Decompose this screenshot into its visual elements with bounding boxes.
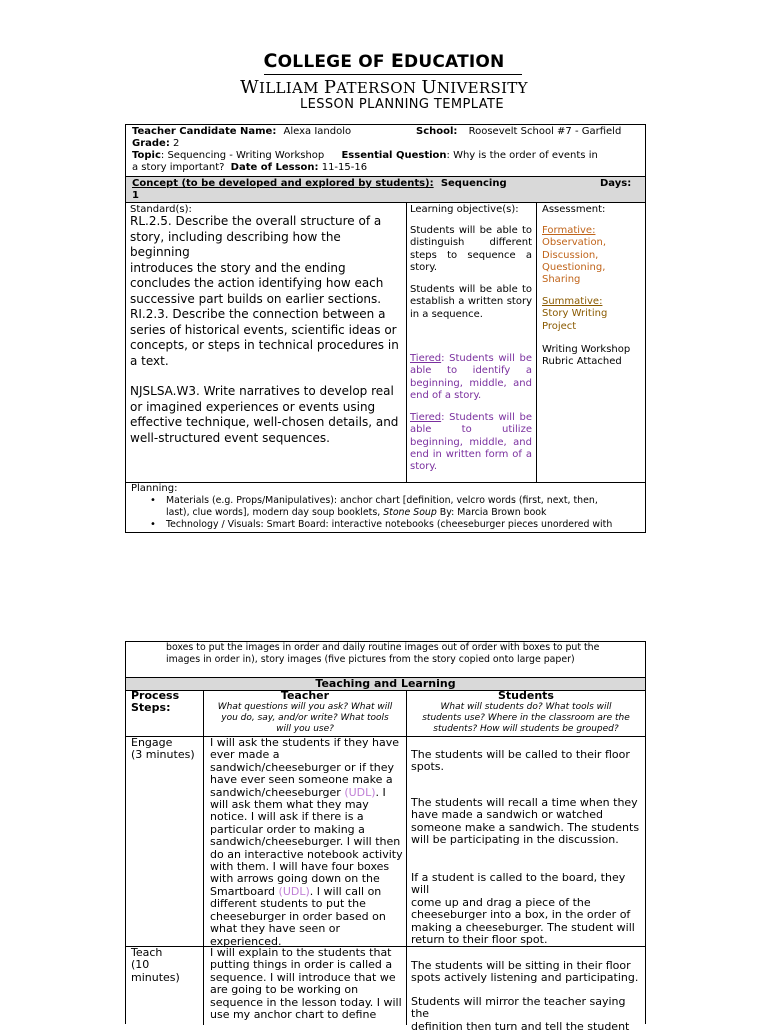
engage-teacher: I will ask the students if they have ever made a sandwich/cheeseburger or if they have ever seen someone make a sandwich/cheeseburger (UDL). I will ask them what they may notice. I will ask if there is a particular order to making a sandwich/cheeseburger. I will then do an interactive notebook activity with them. I will have four boxes with arrows going down on the Smartboard (UDL). I will call on different students to put the cheeseburger in order based on what they have seen or experienced.	[210, 736, 403, 948]
engage-students-3: If a student is called to the board, they will come up and drag a piece of the cheeseburger into a box, in the order of making a cheeseburger. The student will return to their floor spot.	[411, 871, 635, 947]
teaching-learning-title: Teaching and Learning	[126, 678, 645, 691]
planning-continued: boxes to put the images in order and daily routine images out of order with boxes to put the images in order in), story images (five pictures from the story copied onto large paper)	[126, 642, 645, 678]
lesson-info-table	[125, 124, 646, 533]
school-line: School: Roosevelt School #7 - Garfield	[416, 126, 622, 137]
standards-cell: Standard(s): RL.2.5. Describe the overall structure of a story, including describing how the beginning introduces the story and the ending concludes the action identifying how each successive part builds on earlier sections. RI.2.3. Describe the connection between a series of historical events, scientific ideas or concepts, or steps in technical procedures in a text. NJSLSA.W3. Write narratives to develop real or imagined experiences or events using effective technique, well-chosen details, and well-structured event sequences.	[126, 203, 407, 482]
engage-students-2: The students will recall a time when they have made a sandwich or watched someone make a sandwich. The students will be participating in the discussion.	[411, 796, 640, 847]
standard-ri-2-3: RI.2.3. Describe the connection between a series of historical events, scientific ideas or concepts, or steps in technical procedures in a text.	[130, 307, 399, 368]
template-title: LESSON PLANNING TEMPLATE	[300, 97, 504, 112]
engage-students-1: The students will be called to their floor spots.	[411, 748, 630, 774]
process-steps-header: Process Steps:	[131, 689, 180, 715]
rubric-note: Writing Workshop Rubric Attached	[542, 344, 631, 368]
teach-students-2: Students will mirror the teacher saying the definition then turn and tell the student	[411, 995, 630, 1033]
university-name: WILLIAM PATERSON UNIVERSITY	[240, 77, 528, 98]
teach-students-1: The students will be sitting in their floor spots actively listening and participating.	[411, 959, 639, 985]
standard-rl-2-5: RL.2.5. Describe the overall structure of a story, including describing how the beginning introduces the story and the ending concludes the action identifying how each successive part builds on earlier sections.	[130, 214, 384, 306]
concept-row: Concept (to be developed and explored by students): Sequencing Days: 1	[126, 176, 645, 203]
date-line: a story important? Date of Lesson: 11-15-16	[132, 162, 368, 173]
students-header: Students What will students do? What tools will students use? Where in the classroom are the students? How will students be grouped?	[422, 689, 630, 735]
college-title: COLLEGE OF EDUCATION	[263, 50, 505, 72]
teach-step: Teach (10 minutes)	[131, 946, 180, 984]
teach-teacher: I will explain to the students that putting things in order is called a sequence. I will introduce that we are going to be working on sequence in the lesson today. I will use my anchor chart to define	[210, 946, 402, 1022]
teaching-learning-table	[125, 641, 646, 1033]
candidate-line: Teacher Candidate Name: Alexa Iandolo	[132, 126, 352, 137]
grade-line: Grade: 2	[132, 138, 180, 149]
header-rule	[264, 74, 522, 75]
assessment-cell: Assessment: Formative: Observation, Discussion, Questioning, Sharing Summative: Story Writing Project Writing Workshop Rubric Attached	[537, 203, 645, 482]
topic-line: Topic: Sequencing - Writing Workshop Essential Question: Why is the order of events in	[132, 150, 598, 161]
teacher-header: Teacher What questions will you ask? What will you do, say, and/or write? What tools will you use?	[217, 689, 393, 735]
tiered-objective-1: Tiered: Students will be able to identify a beginning, middle, and end of a story.	[410, 353, 532, 401]
engage-step: Engage (3 minutes)	[131, 736, 195, 762]
objectives-cell: Learning objective(s): Students will be able to distinguish different steps to sequence a story. Students will be able to establish a written story in a sequence. Tiered: Students will be able to identify a beginning, middle, and end of a story. Tiered: Students will be able to utilize beginning, middle, and end in written form of a story.	[407, 203, 537, 482]
tiered-objective-2: Tiered: Students will be able to utilize beginning, middle, and end in written form of a story.	[410, 412, 532, 473]
summative-assessment: Summative: Story Writing Project	[542, 296, 608, 332]
formative-assessment: Formative: Observation, Discussion, Questioning, Sharing	[542, 225, 607, 286]
planning-cell: Planning: • Materials (e.g. Props/Manipulatives): anchor chart [definition, velcro words (first, next, then, last), clue words], modern day soup booklets, Stone Soup By: Marcia Brown book • Technology / Visuals: Smart Board: interactive notebooks (cheeseburger pieces unordered with	[126, 482, 645, 532]
standard-njslsa-w3: NJSLSA.W3. Write narratives to develop real or imagined experiences or events using effective technique, well-chosen details, and well-structured event sequences.	[130, 384, 399, 445]
